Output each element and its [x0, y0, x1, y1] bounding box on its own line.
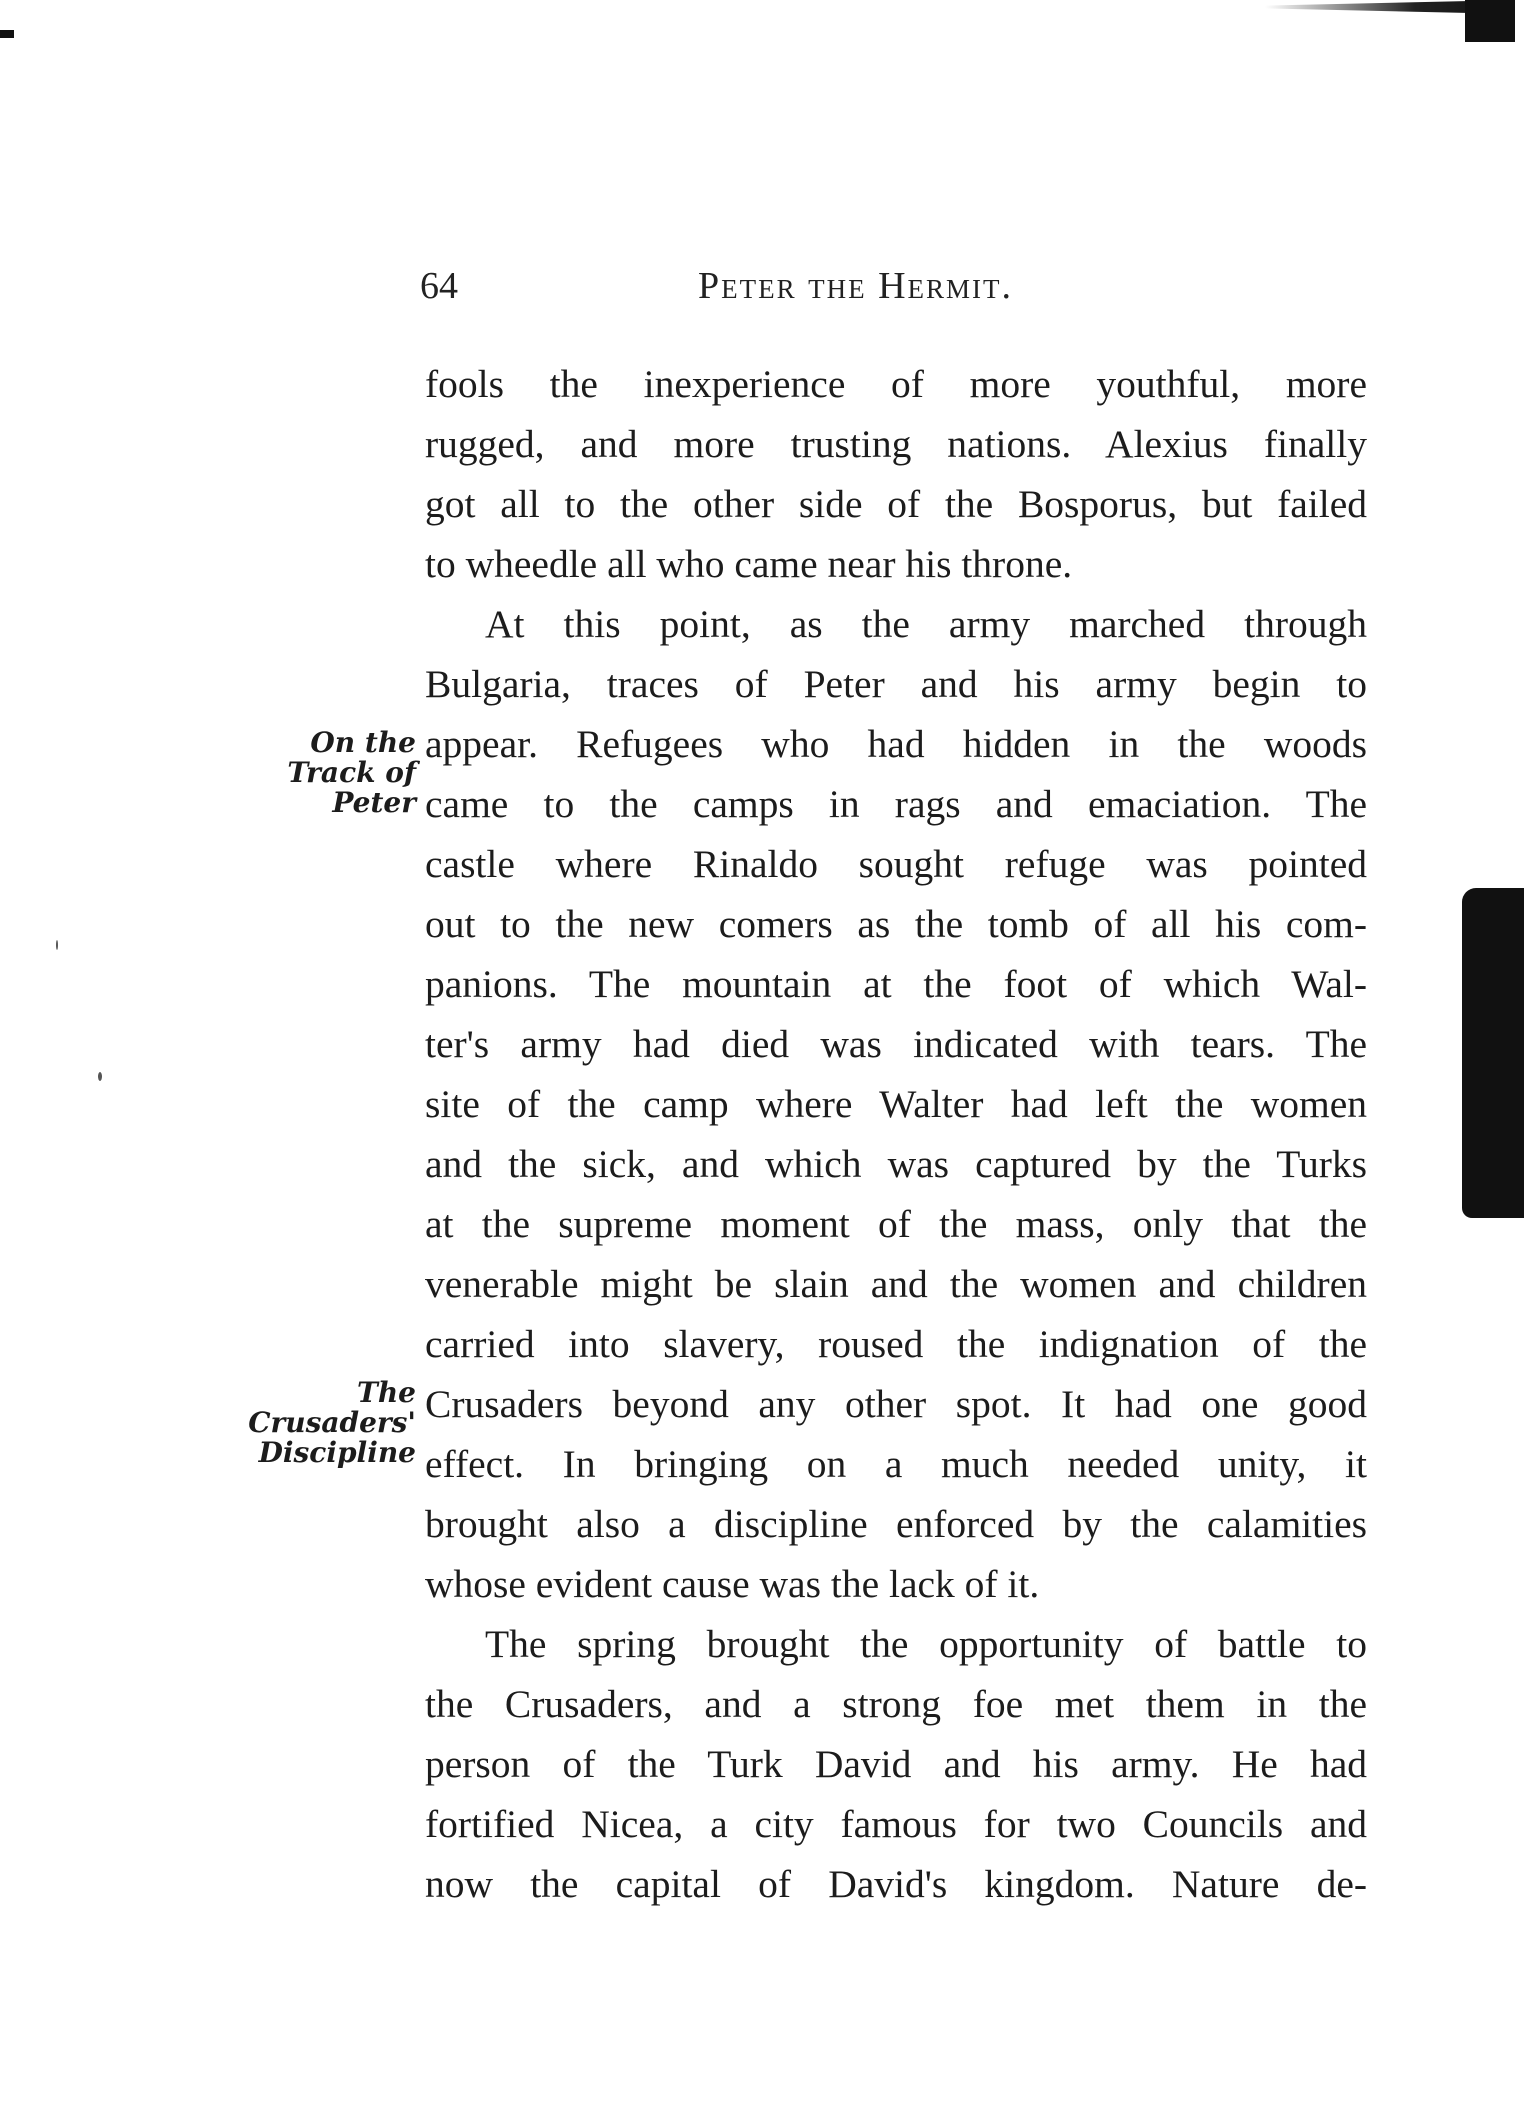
- text-line: brought also a discipline enforced by the calamities: [425, 1502, 1367, 1546]
- text-line: now the capital of David's kingdom. Nature de-: [425, 1862, 1367, 1906]
- paragraph-1: [425, 354, 1367, 594]
- scan-edge-mark-right-block: [1462, 888, 1524, 1218]
- text-line: Crusaders beyond any other spot. It had one good: [425, 1382, 1367, 1426]
- side-note-line: On the: [310, 726, 416, 759]
- text-line: fools the inexperience of more youthful, more: [425, 362, 1367, 406]
- text-line: got all to the other side of the Bosporus, but failed: [425, 482, 1367, 526]
- paragraph-2: [425, 594, 1367, 1614]
- text-line: whose evident cause was the lack of it.: [425, 1562, 1040, 1606]
- page-number: 64: [420, 265, 458, 307]
- text-line: The spring brought the opportunity of battle to: [485, 1622, 1367, 1666]
- side-note-line: Discipline: [258, 1436, 416, 1469]
- scan-speck: [56, 940, 58, 950]
- side-note-crusaders-discipline: [230, 1378, 416, 1468]
- side-note-line: The: [356, 1376, 416, 1409]
- paragraph-3: [425, 1614, 1367, 1914]
- text-line: site of the camp where Walter had left the women: [425, 1082, 1367, 1126]
- scan-edge-mark-top-right-block: [1465, 0, 1515, 42]
- text-line: rugged, and more trusting nations. Alexius finally: [425, 422, 1367, 466]
- side-note-line: Peter: [332, 786, 416, 819]
- scan-edge-mark-left: [0, 30, 14, 38]
- text-line: fortified Nicea, a city famous for two Councils and: [425, 1802, 1367, 1846]
- text-line: at the supreme moment of the mass, only that the: [425, 1202, 1367, 1246]
- text-line: effect. In bringing on a much needed unity, it: [425, 1442, 1367, 1486]
- side-note-line: Track of: [287, 756, 416, 789]
- side-note-line: Crusaders': [248, 1406, 416, 1439]
- running-title: Peter the Hermit.: [698, 265, 1014, 307]
- text-line: person of the Turk David and his army. He had: [425, 1742, 1367, 1786]
- text-line: appear. Refugees who had hidden in the woods: [425, 722, 1367, 766]
- text-line: Bulgaria, traces of Peter and his army begin to: [425, 662, 1367, 706]
- text-line: venerable might be slain and the women and children: [425, 1262, 1367, 1306]
- text-line: At this point, as the army marched through: [485, 602, 1367, 646]
- text-line: to wheedle all who came near his throne.: [425, 542, 1073, 586]
- text-line: came to the camps in rags and emaciation. The: [425, 782, 1367, 826]
- text-line: ter's army had died was indicated with tears. The: [425, 1022, 1367, 1066]
- text-line: panions. The mountain at the foot of which Wal-: [425, 962, 1367, 1006]
- scan-speck: [98, 1072, 102, 1081]
- text-line: out to the new comers as the tomb of all his com-: [425, 902, 1367, 946]
- text-line: carried into slavery, roused the indignation of the: [425, 1322, 1367, 1366]
- side-note-track-of-peter: [250, 728, 416, 818]
- text-line: the Crusaders, and a strong foe met them in the: [425, 1682, 1367, 1726]
- text-line: and the sick, and which was captured by the Turks: [425, 1142, 1367, 1186]
- text-line: castle where Rinaldo sought refuge was pointed: [425, 842, 1367, 886]
